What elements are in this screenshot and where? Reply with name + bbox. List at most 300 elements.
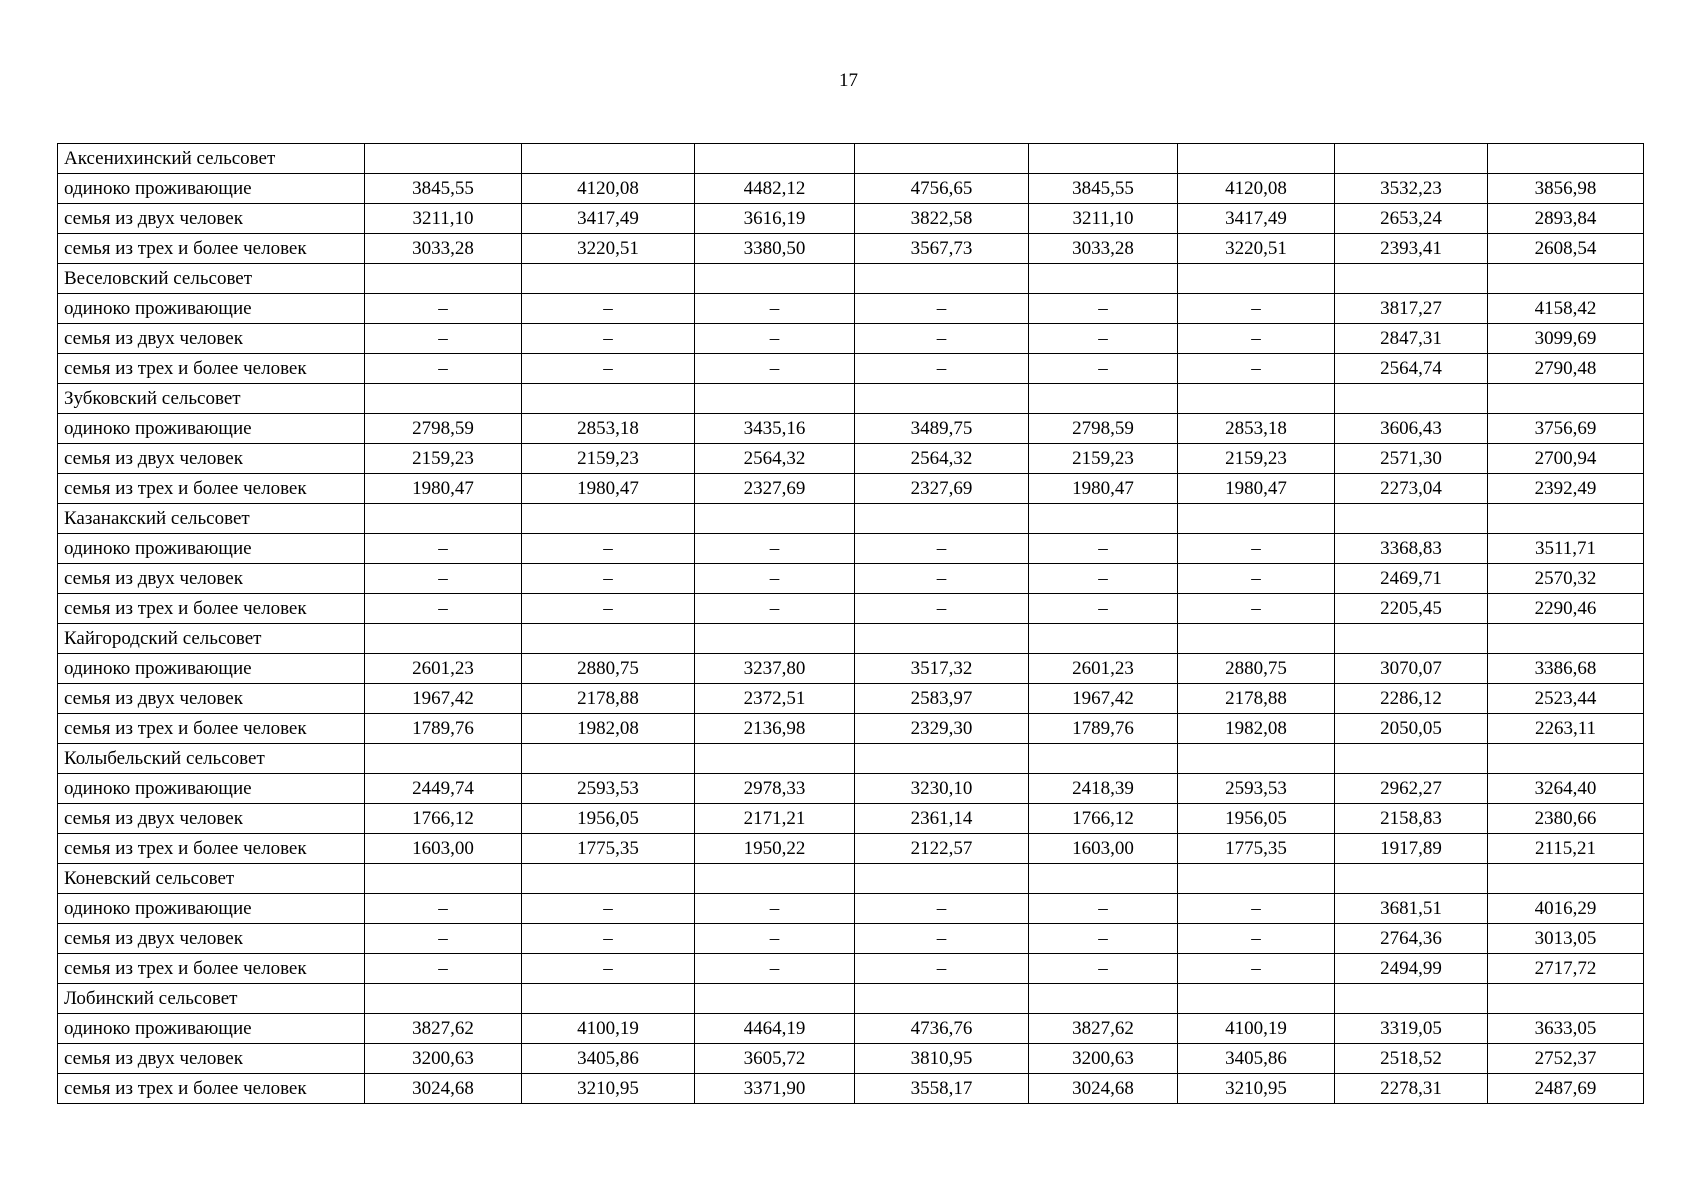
value-cell: 2136,98	[695, 714, 855, 744]
value-cell: 1789,76	[365, 714, 522, 744]
empty-cell	[1029, 264, 1178, 294]
row-label: семья из трех и более человек	[58, 714, 365, 744]
value-cell: 3070,07	[1335, 654, 1488, 684]
empty-cell	[365, 984, 522, 1014]
value-cell: 2449,74	[365, 774, 522, 804]
value-cell: 3517,32	[855, 654, 1029, 684]
row-label: семья из трех и более человек	[58, 234, 365, 264]
empty-cell	[1335, 264, 1488, 294]
section-name: Колыбельский сельсовет	[58, 744, 365, 774]
value-cell: 3380,50	[695, 234, 855, 264]
table-row	[58, 564, 1644, 594]
empty-cell	[855, 744, 1029, 774]
value-cell: 3827,62	[365, 1014, 522, 1044]
value-cell: 2171,21	[695, 804, 855, 834]
section-name: Аксенихинский сельсовет	[58, 144, 365, 174]
table-row	[58, 1014, 1644, 1044]
value-cell: 2290,46	[1488, 594, 1644, 624]
row-label: одиноко проживающие	[58, 774, 365, 804]
value-cell: 1766,12	[1029, 804, 1178, 834]
value-cell: 2115,21	[1488, 834, 1644, 864]
empty-cell	[1488, 384, 1644, 414]
value-cell: 3210,95	[522, 1074, 695, 1104]
value-cell: 1956,05	[522, 804, 695, 834]
row-label: одиноко проживающие	[58, 654, 365, 684]
row-label: семья из трех и более человек	[58, 594, 365, 624]
empty-cell	[1178, 984, 1335, 1014]
value-cell: 3606,43	[1335, 414, 1488, 444]
value-cell: –	[365, 294, 522, 324]
value-cell: 1917,89	[1335, 834, 1488, 864]
value-cell: –	[1029, 324, 1178, 354]
row-label: семья из двух человек	[58, 564, 365, 594]
value-cell: 4736,76	[855, 1014, 1029, 1044]
value-cell: –	[365, 894, 522, 924]
table-row	[58, 684, 1644, 714]
value-cell: 3319,05	[1335, 1014, 1488, 1044]
value-cell: –	[365, 954, 522, 984]
value-cell: 2329,30	[855, 714, 1029, 744]
value-cell: 3405,86	[1178, 1044, 1335, 1074]
value-cell: 3827,62	[1029, 1014, 1178, 1044]
value-cell: –	[365, 924, 522, 954]
value-cell: 2327,69	[855, 474, 1029, 504]
table-row	[58, 294, 1644, 324]
value-cell: 4120,08	[1178, 174, 1335, 204]
value-cell: 3013,05	[1488, 924, 1644, 954]
value-cell: 2880,75	[522, 654, 695, 684]
value-cell: –	[855, 354, 1029, 384]
value-cell: 3822,58	[855, 204, 1029, 234]
value-cell: 2518,52	[1335, 1044, 1488, 1074]
row-label: одиноко проживающие	[58, 414, 365, 444]
row-label: семья из двух человек	[58, 924, 365, 954]
value-cell: –	[855, 954, 1029, 984]
row-label: одиноко проживающие	[58, 894, 365, 924]
table-row	[58, 474, 1644, 504]
row-label: семья из трех и более человек	[58, 1074, 365, 1104]
empty-cell	[1335, 624, 1488, 654]
section-name: Казанакский сельсовет	[58, 504, 365, 534]
empty-cell	[1335, 864, 1488, 894]
row-label: семья из двух человек	[58, 324, 365, 354]
row-label: одиноко проживающие	[58, 1014, 365, 1044]
value-cell: 2286,12	[1335, 684, 1488, 714]
value-cell: 1980,47	[1178, 474, 1335, 504]
empty-cell	[1029, 624, 1178, 654]
empty-cell	[855, 864, 1029, 894]
row-label: одиноко проживающие	[58, 534, 365, 564]
value-cell: 3386,68	[1488, 654, 1644, 684]
value-cell: 2608,54	[1488, 234, 1644, 264]
value-cell: 1967,42	[365, 684, 522, 714]
page-number: 17	[839, 70, 858, 91]
value-cell: 3371,90	[695, 1074, 855, 1104]
value-cell: 2159,23	[1178, 444, 1335, 474]
empty-cell	[695, 264, 855, 294]
section-name: Лобинский сельсовет	[58, 984, 365, 1014]
value-cell: –	[522, 894, 695, 924]
value-cell: –	[855, 564, 1029, 594]
value-cell: –	[522, 324, 695, 354]
empty-cell	[1178, 144, 1335, 174]
table-row	[58, 894, 1644, 924]
row-label: семья из трех и более человек	[58, 474, 365, 504]
value-cell: 4100,19	[1178, 1014, 1335, 1044]
empty-cell	[1029, 864, 1178, 894]
empty-cell	[1488, 984, 1644, 1014]
empty-cell	[695, 384, 855, 414]
value-cell: 2263,11	[1488, 714, 1644, 744]
section-header-row	[58, 744, 1644, 774]
empty-cell	[695, 624, 855, 654]
value-cell: 2601,23	[365, 654, 522, 684]
value-cell: 3435,16	[695, 414, 855, 444]
value-cell: 3605,72	[695, 1044, 855, 1074]
value-cell: –	[1029, 294, 1178, 324]
value-cell: 1789,76	[1029, 714, 1178, 744]
empty-cell	[1178, 384, 1335, 414]
value-cell: 3024,68	[365, 1074, 522, 1104]
value-cell: –	[695, 564, 855, 594]
empty-cell	[365, 624, 522, 654]
value-cell: 1956,05	[1178, 804, 1335, 834]
row-label: семья из трех и более человек	[58, 354, 365, 384]
empty-cell	[1488, 504, 1644, 534]
value-cell: –	[695, 534, 855, 564]
value-cell: 3417,49	[1178, 204, 1335, 234]
value-cell: 1980,47	[522, 474, 695, 504]
row-label: семья из двух человек	[58, 444, 365, 474]
table-row	[58, 324, 1644, 354]
value-cell: 3845,55	[1029, 174, 1178, 204]
row-label: одиноко проживающие	[58, 174, 365, 204]
value-cell: 2418,39	[1029, 774, 1178, 804]
table-row	[58, 174, 1644, 204]
value-cell: –	[522, 594, 695, 624]
value-cell: 3230,10	[855, 774, 1029, 804]
section-header-row	[58, 384, 1644, 414]
value-cell: 2564,74	[1335, 354, 1488, 384]
value-cell: 2700,94	[1488, 444, 1644, 474]
empty-cell	[1335, 504, 1488, 534]
value-cell: 2159,23	[365, 444, 522, 474]
value-cell: –	[1029, 894, 1178, 924]
value-cell: –	[855, 534, 1029, 564]
empty-cell	[855, 384, 1029, 414]
value-cell: 3237,80	[695, 654, 855, 684]
section-name: Коневский сельсовет	[58, 864, 365, 894]
value-cell: 2853,18	[522, 414, 695, 444]
value-cell: 2583,97	[855, 684, 1029, 714]
value-cell: 1982,08	[1178, 714, 1335, 744]
empty-cell	[522, 864, 695, 894]
value-cell: –	[855, 894, 1029, 924]
empty-cell	[522, 264, 695, 294]
value-cell: 4482,12	[695, 174, 855, 204]
value-cell: 2752,37	[1488, 1044, 1644, 1074]
empty-cell	[1335, 984, 1488, 1014]
value-cell: 1980,47	[1029, 474, 1178, 504]
value-cell: 2570,32	[1488, 564, 1644, 594]
value-cell: 3810,95	[855, 1044, 1029, 1074]
empty-cell	[365, 144, 522, 174]
empty-cell	[1488, 624, 1644, 654]
table-row	[58, 954, 1644, 984]
value-cell: –	[695, 294, 855, 324]
table-row	[58, 234, 1644, 264]
row-label: семья из двух человек	[58, 1044, 365, 1074]
value-cell: 2564,32	[695, 444, 855, 474]
empty-cell	[1029, 984, 1178, 1014]
value-cell: 2393,41	[1335, 234, 1488, 264]
value-cell: 2593,53	[522, 774, 695, 804]
table-row	[58, 1044, 1644, 1074]
empty-cell	[1335, 744, 1488, 774]
row-label: семья из двух человек	[58, 204, 365, 234]
value-cell: –	[855, 294, 1029, 324]
value-cell: –	[1029, 954, 1178, 984]
value-cell: –	[522, 354, 695, 384]
section-header-row	[58, 864, 1644, 894]
value-cell: 2178,88	[522, 684, 695, 714]
value-cell: 2327,69	[695, 474, 855, 504]
table-row	[58, 354, 1644, 384]
value-cell: 2853,18	[1178, 414, 1335, 444]
value-cell: 2593,53	[1178, 774, 1335, 804]
value-cell: 2564,32	[855, 444, 1029, 474]
section-name: Веселовский сельсовет	[58, 264, 365, 294]
value-cell: 1775,35	[522, 834, 695, 864]
value-cell: 3532,23	[1335, 174, 1488, 204]
empty-cell	[695, 864, 855, 894]
value-cell: 3756,69	[1488, 414, 1644, 444]
value-cell: –	[855, 324, 1029, 354]
value-cell: 2571,30	[1335, 444, 1488, 474]
empty-cell	[1178, 864, 1335, 894]
empty-cell	[855, 624, 1029, 654]
table-row	[58, 804, 1644, 834]
value-cell: 2158,83	[1335, 804, 1488, 834]
value-cell: –	[522, 954, 695, 984]
table-row	[58, 204, 1644, 234]
empty-cell	[1178, 504, 1335, 534]
table-row	[58, 834, 1644, 864]
value-cell: –	[855, 594, 1029, 624]
table-row	[58, 714, 1644, 744]
value-cell: 2392,49	[1488, 474, 1644, 504]
empty-cell	[365, 384, 522, 414]
value-cell: 2893,84	[1488, 204, 1644, 234]
value-cell: –	[695, 954, 855, 984]
row-label: одиноко проживающие	[58, 294, 365, 324]
value-cell: –	[1178, 924, 1335, 954]
value-cell: 2380,66	[1488, 804, 1644, 834]
row-label: семья из двух человек	[58, 684, 365, 714]
table-row	[58, 774, 1644, 804]
value-cell: –	[1029, 924, 1178, 954]
value-cell: 3368,83	[1335, 534, 1488, 564]
empty-cell	[522, 624, 695, 654]
value-cell: 2798,59	[365, 414, 522, 444]
value-cell: 3405,86	[522, 1044, 695, 1074]
value-cell: –	[1178, 894, 1335, 924]
value-cell: 2494,99	[1335, 954, 1488, 984]
value-cell: –	[855, 924, 1029, 954]
value-cell: 2523,44	[1488, 684, 1644, 714]
value-cell: –	[365, 564, 522, 594]
value-cell: –	[1178, 294, 1335, 324]
value-cell: 3856,98	[1488, 174, 1644, 204]
value-cell: 4756,65	[855, 174, 1029, 204]
value-cell: 4464,19	[695, 1014, 855, 1044]
value-cell: 2205,45	[1335, 594, 1488, 624]
value-cell: 3845,55	[365, 174, 522, 204]
table-row	[58, 924, 1644, 954]
value-cell: 3220,51	[1178, 234, 1335, 264]
section-name: Зубковский сельсовет	[58, 384, 365, 414]
empty-cell	[522, 504, 695, 534]
empty-cell	[365, 864, 522, 894]
value-cell: –	[365, 324, 522, 354]
empty-cell	[855, 984, 1029, 1014]
empty-cell	[1029, 144, 1178, 174]
value-cell: 2159,23	[1029, 444, 1178, 474]
value-cell: 2978,33	[695, 774, 855, 804]
value-cell: 3681,51	[1335, 894, 1488, 924]
value-cell: –	[1178, 954, 1335, 984]
empty-cell	[695, 744, 855, 774]
value-cell: –	[1029, 564, 1178, 594]
value-cell: –	[1178, 534, 1335, 564]
value-cell: 3211,10	[365, 204, 522, 234]
empty-cell	[1335, 384, 1488, 414]
value-cell: –	[522, 294, 695, 324]
empty-cell	[695, 144, 855, 174]
value-cell: 3033,28	[365, 234, 522, 264]
section-name: Кайгородский сельсовет	[58, 624, 365, 654]
value-cell: 3211,10	[1029, 204, 1178, 234]
empty-cell	[522, 984, 695, 1014]
value-cell: 1766,12	[365, 804, 522, 834]
value-cell: 1950,22	[695, 834, 855, 864]
value-cell: –	[1178, 594, 1335, 624]
empty-cell	[1488, 264, 1644, 294]
value-cell: –	[695, 894, 855, 924]
value-cell: 3024,68	[1029, 1074, 1178, 1104]
value-cell: –	[365, 594, 522, 624]
value-cell: –	[695, 594, 855, 624]
table-row	[58, 534, 1644, 564]
value-cell: –	[1178, 354, 1335, 384]
row-label: семья из двух человек	[58, 804, 365, 834]
value-cell: 2050,05	[1335, 714, 1488, 744]
empty-cell	[522, 384, 695, 414]
empty-cell	[695, 504, 855, 534]
value-cell: 2273,04	[1335, 474, 1488, 504]
empty-cell	[1178, 744, 1335, 774]
table-row	[58, 444, 1644, 474]
row-label: семья из трех и более человек	[58, 834, 365, 864]
value-cell: 2764,36	[1335, 924, 1488, 954]
value-cell: –	[1029, 534, 1178, 564]
empty-cell	[365, 504, 522, 534]
value-cell: 3200,63	[365, 1044, 522, 1074]
table-row	[58, 654, 1644, 684]
empty-cell	[365, 264, 522, 294]
empty-cell	[695, 984, 855, 1014]
section-header-row	[58, 264, 1644, 294]
value-cell: 2790,48	[1488, 354, 1644, 384]
value-cell: –	[695, 324, 855, 354]
value-cell: 2469,71	[1335, 564, 1488, 594]
value-cell: –	[522, 534, 695, 564]
tariff-table	[57, 143, 1644, 1104]
value-cell: 3033,28	[1029, 234, 1178, 264]
table-row	[58, 414, 1644, 444]
value-cell: 3558,17	[855, 1074, 1029, 1104]
value-cell: 3817,27	[1335, 294, 1488, 324]
value-cell: 3220,51	[522, 234, 695, 264]
value-cell: 1982,08	[522, 714, 695, 744]
empty-cell	[1029, 744, 1178, 774]
empty-cell	[1488, 864, 1644, 894]
empty-cell	[365, 744, 522, 774]
empty-cell	[1178, 624, 1335, 654]
value-cell: 1980,47	[365, 474, 522, 504]
value-cell: 3616,19	[695, 204, 855, 234]
value-cell: –	[365, 354, 522, 384]
value-cell: –	[522, 924, 695, 954]
value-cell: 4100,19	[522, 1014, 695, 1044]
value-cell: 3417,49	[522, 204, 695, 234]
value-cell: 2178,88	[1178, 684, 1335, 714]
empty-cell	[855, 144, 1029, 174]
value-cell: 2361,14	[855, 804, 1029, 834]
section-header-row	[58, 624, 1644, 654]
row-label: семья из трех и более человек	[58, 954, 365, 984]
value-cell: –	[1029, 354, 1178, 384]
empty-cell	[1488, 144, 1644, 174]
empty-cell	[1029, 504, 1178, 534]
value-cell: –	[1029, 594, 1178, 624]
value-cell: 3511,71	[1488, 534, 1644, 564]
empty-cell	[1178, 264, 1335, 294]
empty-cell	[855, 504, 1029, 534]
value-cell: 3567,73	[855, 234, 1029, 264]
table-row	[58, 1074, 1644, 1104]
value-cell: 3099,69	[1488, 324, 1644, 354]
empty-cell	[522, 744, 695, 774]
value-cell: 2159,23	[522, 444, 695, 474]
empty-cell	[1029, 384, 1178, 414]
table-row	[58, 594, 1644, 624]
section-header-row	[58, 144, 1644, 174]
value-cell: 3210,95	[1178, 1074, 1335, 1104]
value-cell: 2122,57	[855, 834, 1029, 864]
section-header-row	[58, 984, 1644, 1014]
value-cell: –	[1178, 324, 1335, 354]
value-cell: 3200,63	[1029, 1044, 1178, 1074]
value-cell: 1775,35	[1178, 834, 1335, 864]
value-cell: 3489,75	[855, 414, 1029, 444]
value-cell: 2798,59	[1029, 414, 1178, 444]
empty-cell	[1488, 744, 1644, 774]
value-cell: 2372,51	[695, 684, 855, 714]
value-cell: 2962,27	[1335, 774, 1488, 804]
value-cell: –	[1178, 564, 1335, 594]
section-header-row	[58, 504, 1644, 534]
